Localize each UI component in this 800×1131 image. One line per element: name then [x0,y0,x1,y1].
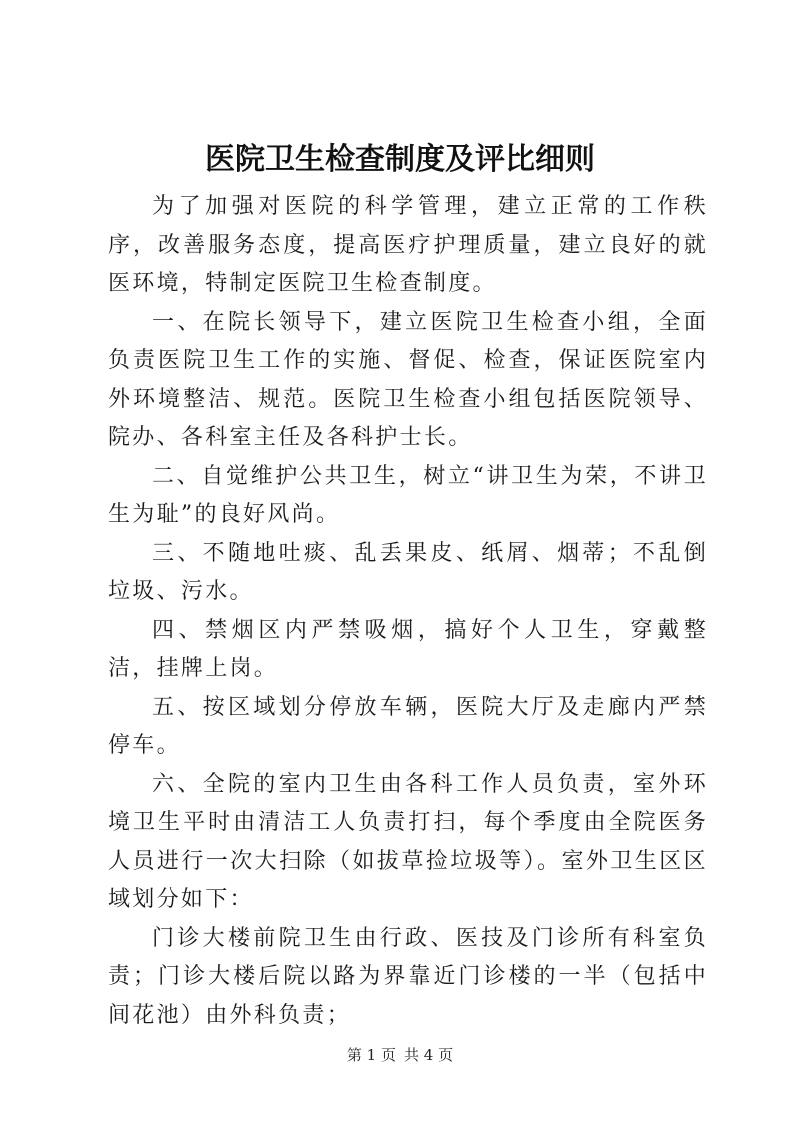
document-title: 医院卫生检查制度及评比细则 [205,142,595,177]
page-footer [0,1045,800,1065]
paragraph-item-3: 三、不随地吐痰、乱丢果皮、纸屑、烟蒂；不乱倒垃圾、污水。 [108,540,708,604]
paragraph-outdoor-areas: 门诊大楼前院卫生由行政、医技及门诊所有科室负责；门诊大楼后院以路为界靠近门诊楼的一半（包括中间花池）由外科负责； [108,925,708,1028]
document-body [108,188,708,1035]
paragraph-item-6: 六、全院的室内卫生由各科工作人员负责，室外环境卫生平时由清洁工人负责打扫，每个季度由全院医务人员进行一次大扫除（如拔草捡垃圾等）。室外卫生区区域划分如下： [108,771,708,912]
page-number: 第 1 页 [346,1046,396,1064]
paragraph-intro: 为了加强对医院的科学管理，建立正常的工作秩序，改善服务态度，提高医疗护理质量，建立良好的就医环境，特制定医院卫生检查制度。 [108,194,708,296]
paragraph-item-2: 二、自觉维护公共卫生，树立“讲卫生为荣，不讲卫生为耻”的良好风尚。 [108,463,708,527]
paragraph-item-5: 五、按区域划分停放车辆，医院大厅及走廊内严禁停车。 [108,694,708,758]
paragraph-item-1: 一、在院长领导下，建立医院卫生检查小组，全面负责医院卫生工作的实施、督促、检查，保证医院室内外环境整洁、规范。医院卫生检查小组包括医院领导、院办、各科室主任及各科护士长。 [108,309,708,450]
paragraph-item-4: 四、禁烟区内严禁吸烟，搞好个人卫生，穿戴整洁，挂牌上岗。 [108,617,708,681]
page-total: 共 4 页 [404,1046,454,1064]
